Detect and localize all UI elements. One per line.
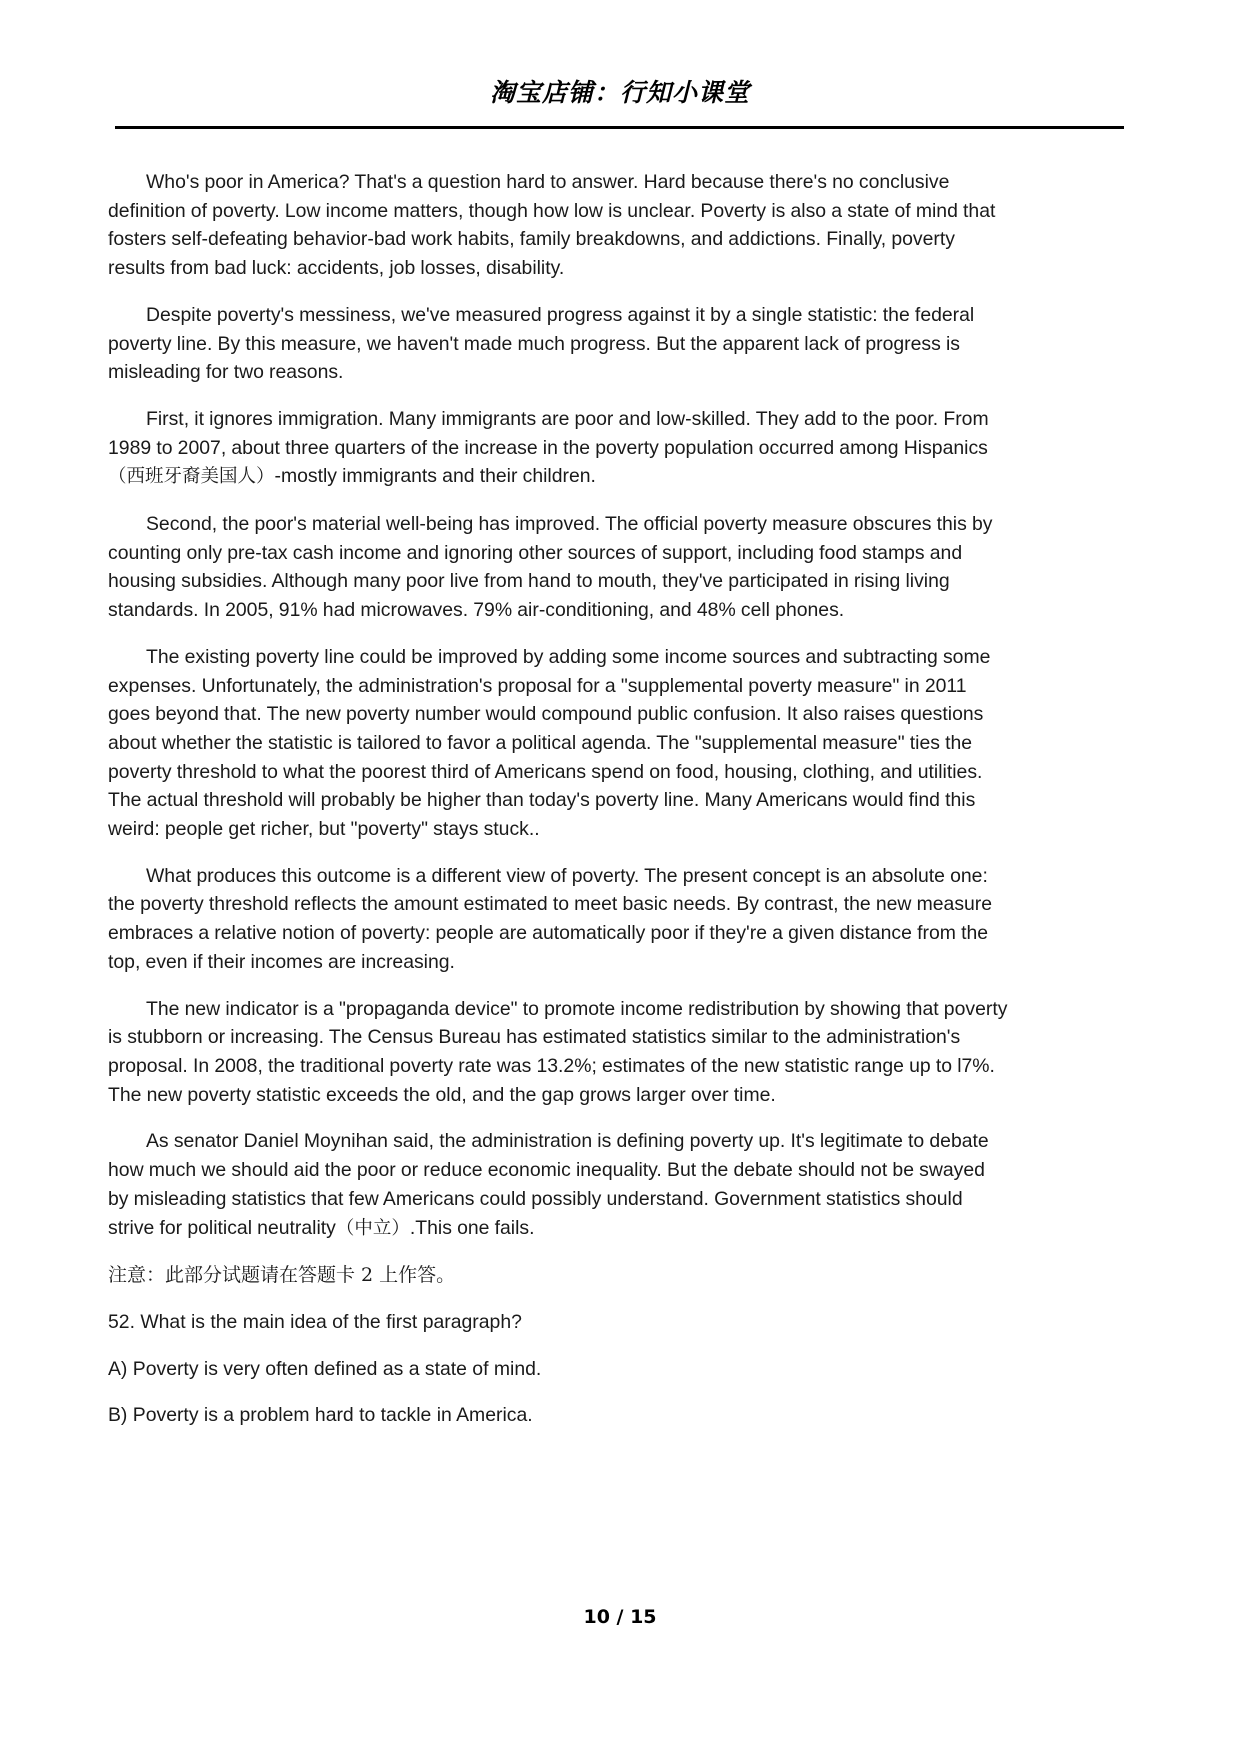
header-divider bbox=[115, 126, 1124, 129]
question-52-option-a[interactable]: A) Poverty is very often defined as a state of mind. bbox=[108, 1357, 542, 1380]
answer-sheet-notice: 注意：此部分试题请在答题卡 2 上作答。 bbox=[108, 1264, 456, 1287]
paragraph-text-part: .This one fails. bbox=[409, 1216, 535, 1239]
paragraph: Second, the poor's material well-being has improved. The official poverty measure obscures this by counting only pre-tax cash income and ignoring other sources of support, including food stamps and housing subsidies. Although many poor live from hand to mouth, they've participated in rising living standards. In 2005, 91% had microwaves. 79% air-conditioning, and 48% cell phones. bbox=[108, 513, 993, 622]
running-header bbox=[115, 78, 1125, 126]
question-52: 52. What is the main idea of the first paragraph? bbox=[108, 1310, 522, 1333]
paragraph-cjk-gloss: （中立） bbox=[335, 1217, 410, 1239]
header-title: 淘宝店铺：行知小课堂 bbox=[489, 78, 750, 107]
paragraph: What produces this outcome is a different view of poverty. The present concept is an absolute one: the poverty threshold reflects the amount estimated to meet basic needs. By contrast, the new measure embraces a relative notion of poverty: people are automatically poor if they're a given distance from the top, even if their incomes are increasing. bbox=[108, 864, 993, 973]
page-number: 10 / 15 bbox=[583, 1606, 657, 1628]
paragraph bbox=[108, 1127, 1008, 1243]
paragraph: Who's poor in America? That's a question hard to answer. Hard because there's no conclusive definition of poverty. Low income matters, though how low is unclear. Poverty is also a state of mind that fosters self-defeating behavior-bad work habits, family breakdowns, and addictions. Finally, poverty results from bad luck: accidents, job losses, disability. bbox=[108, 171, 996, 280]
paragraph: The existing poverty line could be improved by adding some income sources and subtracting some expenses. Unfortunately, the administration's proposal for a "supplemental poverty measure" in 2011 goes beyond that. The new poverty number would compound public confusion. It also raises questions about whether the statistic is tailored to favor a political agenda. The "supplemental measure" ties the poverty threshold to what the poorest third of Americans spend on food, housing, clothing, and utilities. The actual threshold will probably be higher than today's poverty line. Many Americans would find this weird: people get richer, but "poverty" stays stuck.. bbox=[108, 645, 991, 841]
paragraph: Despite poverty's messiness, we've measured progress against it by a single statistic: the federal poverty line. By this measure, we haven't made much progress. But the apparent lack of progress is misleading for two reasons. bbox=[108, 303, 975, 384]
paragraph-cjk-gloss: （西班牙裔美国人） bbox=[108, 466, 275, 488]
paragraph: The new indicator is a "propaganda device" to promote income redistribution by showing that poverty is stubborn or increasing. The Census Bureau has estimated statistics similar to the administration's proposal. In 2008, the traditional poverty rate was 13.2%; estimates of the new statistic range up to l7%. The new poverty statistic exceeds the old, and the gap grows larger over time. bbox=[108, 997, 1008, 1106]
paragraph bbox=[108, 405, 1008, 492]
passage-body bbox=[108, 168, 1008, 1448]
paragraph-text-part: As senator Daniel Moynihan said, the administration is defining poverty up. It's legitimate to debate how much we should aid the poor or reduce economic inequality. But the debate should not be swayed by misleading statistics that few Americans could possibly understand. Government statistics should strive for political neutrality bbox=[108, 1130, 989, 1239]
paragraph-text-part: -mostly immigrants and their children. bbox=[274, 465, 596, 488]
question-52-option-b[interactable]: B) Poverty is a problem hard to tackle in America. bbox=[108, 1404, 533, 1427]
paragraph-text-part: First, it ignores immigration. Many immigrants are poor and low-skilled. They add to the poor. From 1989 to 2007, about three quarters of the increase in the poverty population occurred among Hispanics bbox=[108, 407, 989, 459]
page-footer bbox=[0, 1606, 1240, 1628]
